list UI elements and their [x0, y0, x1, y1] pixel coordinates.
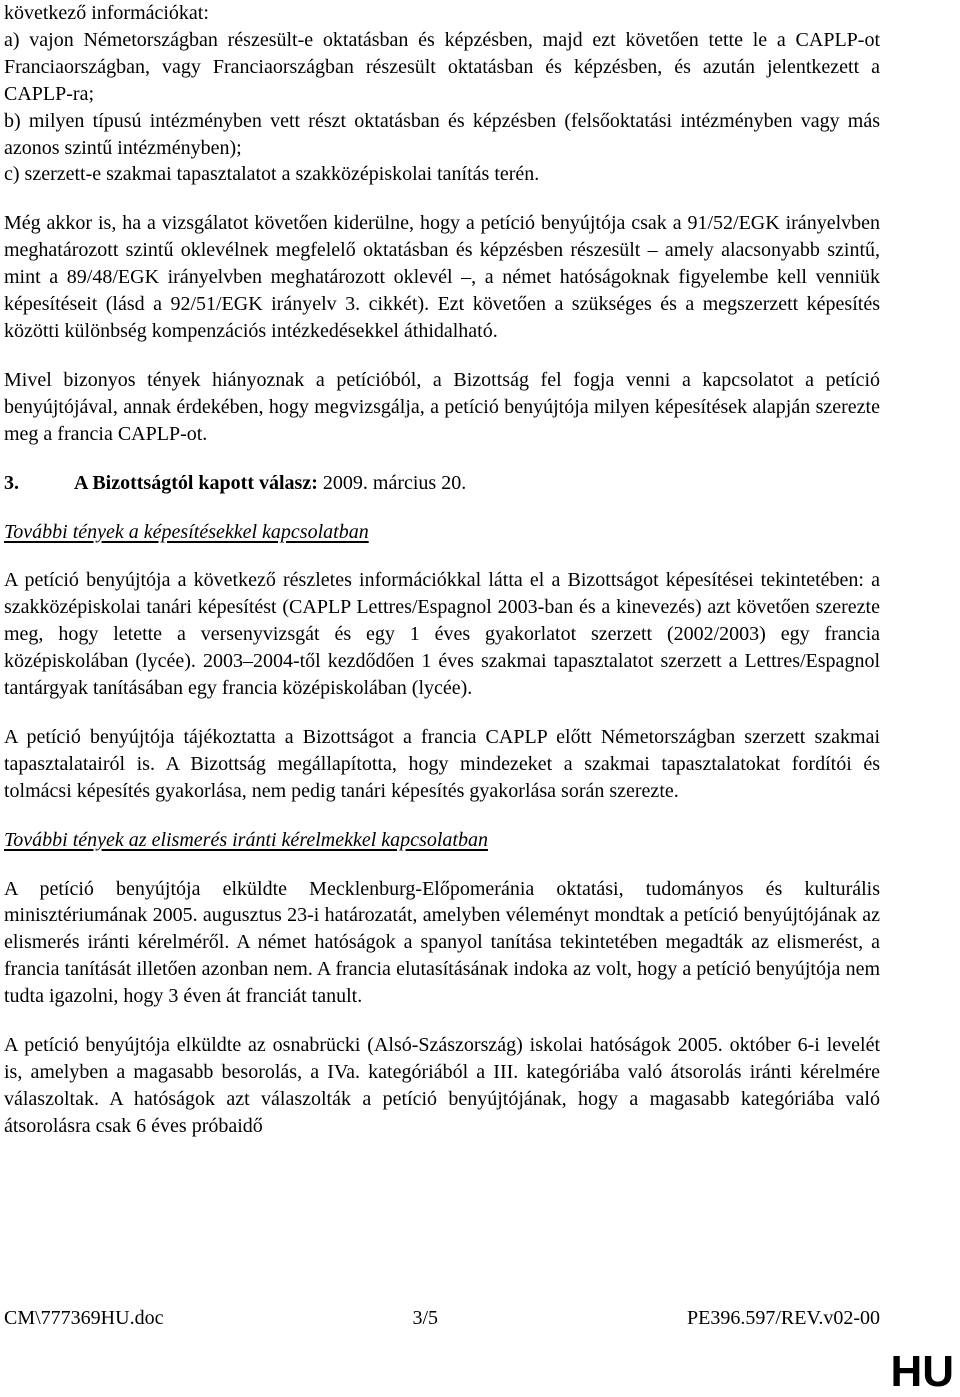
paragraph-mecklenburg-decision: A petíció benyújtója elküldte Mecklenburg-Előpomeránia oktatási, tudományos és kulturális minisztériumának 2005. augusztus 23-i határozatát, amelyben véleményt mondtak a petíció benyújtójának az elismerés iránti kérelméről. A német hatóságok a spanyol tanítása tekintetében megadták az elismerést, a francia tanítását illetően azonban nem. A francia elutasításának indoka az volt, hogy a petíció benyújtója nem tudta igazolni, hogy 3 éven át franciát tanult. [4, 877, 880, 1008]
paragraph-osnabrueck-letter: A petíció benyújtója elküldte az osnabrücki (Alsó-Szászország) iskolai hatóságok 2005. október 6-i levelét is, amelyben a magasabb besorolás, a IVa. kategóriából a III. kategóriába való átsorolás iránti kérelmére válaszoltak. A hatóságok azt válaszolták a petíció benyújtójának, hogy a magasabb kategóriába való átsorolásra csak 6 éves próbaidő [4, 1034, 880, 1137]
paragraph-missing-facts: Mivel bizonyos tények hiányoznak a petícióból, a Bizottság fel fogja venni a kapcsolatot a petíció benyújtójával, annak érdekében, hogy megvizsgálja, a petíció benyújtója milyen képesítések alapján szerezte meg a francia CAPLP-ot. [4, 368, 880, 445]
intro-line: következő információkat: [4, 2, 209, 24]
list-item-a: a) vajon Németországban részesült-e oktatásban és képzésben, majd ezt követően tette le a CAPLP-ot Franciaországban, vagy Franciaországban részesült oktatásban és képzésben, és azután jelentkezett a CAPLP-ra; [4, 28, 880, 105]
footer-doc-ref: CM\777369HU.doc [4, 1307, 164, 1329]
subheading-qualifications: További tények a képesítésekkel kapcsolatban [4, 520, 369, 543]
section-title: A Bizottságtól kapott válasz: [74, 471, 318, 494]
section-heading [4, 470, 880, 497]
subheading-recognition-requests: További tények az elismerés iránti kérelmekkel kapcsolatban [4, 828, 488, 851]
footer-page-number: 3/5 [412, 1307, 439, 1329]
document-page [4, 0, 880, 1140]
paragraph-qualification-details: A petíció benyújtója a következő részletes információkkal látta el a Bizottságot képesítései tekintetében: a szakközépiskolai tanári képesítést (CAPLP Lettres/Espagnol 2003-ban és a kinevezés) azt követően szerezte meg, hogy letette a versenyvizsgát és egy 1 éves gyakorlatot szerzett (2002/2003) egy francia középiskolában (lycée). 2003–2004-től kezdődően 1 éves szakmai tapasztalatot szerzett a Lettres/Espagnol tantárgyak tanításában egy francia középiskolában (lycée). [4, 569, 880, 700]
paragraph-recognition: Még akkor is, ha a vizsgálatot követően kiderülne, hogy a petíció benyújtója csak a 91/52/EGK irányelvben meghatározott szintű oklevélnek megfelelő oktatásban és képzésben részesült – amely alacsonyabb szintű, mint a 89/48/EGK irányelvben meghatározott oklevél –, a német hatóságoknak figyelembe kell venniük képesítéseit (lásd a 92/51/EGK irányelv 3. cikkét). Ezt követően a szükséges és a megszerzett képesítés közötti különbség kompenzációs intézkedésekkel áthidalható. [4, 212, 880, 342]
paragraph-work-experience: A petíció benyújtója tájékoztatta a Bizottságot a francia CAPLP előtt Németországban szerzett szakmai tapasztalatairól is. A Bizottság megállapította, hogy mindezeket a szakmai tapasztalatokat fordítói és tolmácsi képesítés gyakorlása, nem pedig tanári képesítés gyakorlása során szerezte. [4, 725, 880, 802]
list-item-c: c) szerzett-e szakmai tapasztalatot a szakközépiskolai tanítás terén. [4, 163, 540, 186]
list-item-b: b) milyen típusú intézményben vett részt oktatásban és képzésben (felsőoktatási intézményben vagy más azonos szintű intézményben); [4, 109, 880, 159]
page-footer [4, 1305, 880, 1332]
footer-pe-ref: PE396.597/REV.v02-00 [687, 1307, 880, 1329]
section-number: 3. [4, 471, 19, 494]
section-date: 2009. március 20. [317, 471, 467, 494]
language-mark: HU [890, 1347, 954, 1396]
